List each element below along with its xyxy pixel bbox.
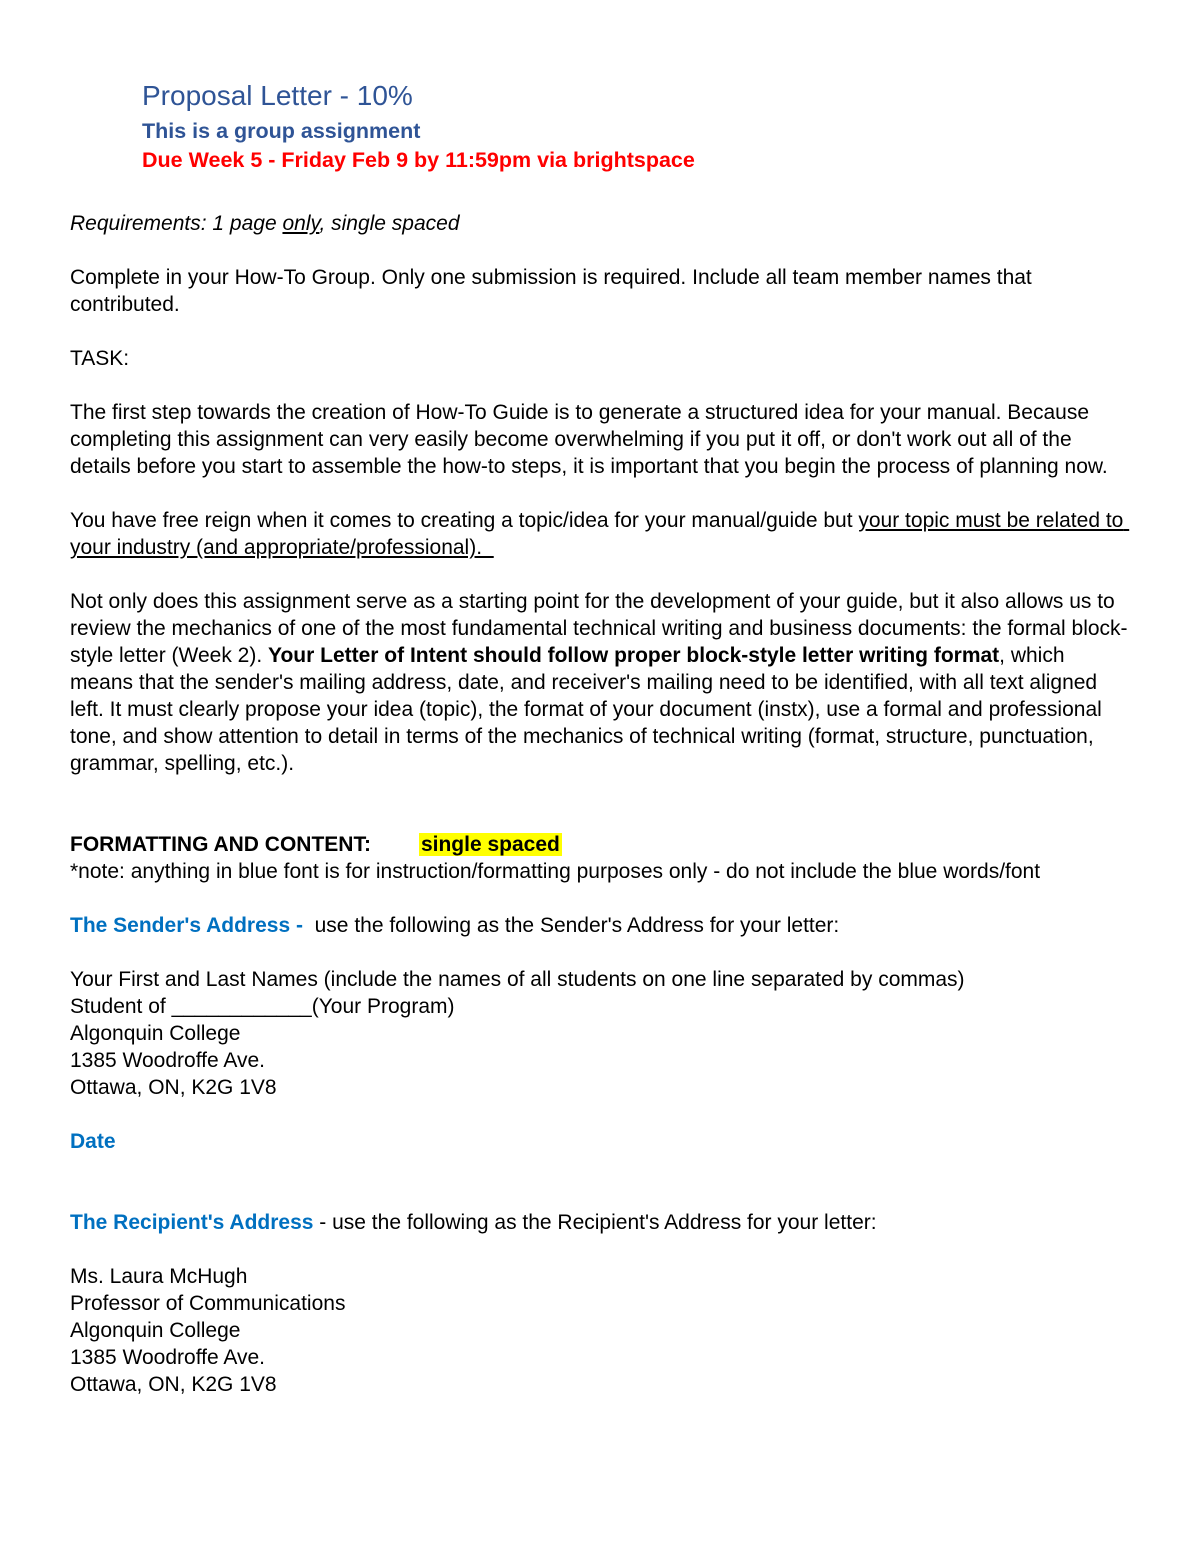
sender-instruction: use the following as the Sender's Address for your letter: [308, 914, 840, 937]
mechanics-paragraph [70, 588, 1130, 777]
topic-prefix: You have free reign when it comes to creating a topic/idea for your manual/guide but [70, 509, 859, 532]
recipient-line: Ottawa, ON, K2G 1V8 [70, 1373, 277, 1396]
sender-heading: The Sender's Address - [70, 914, 309, 937]
recipient-instruction: - use the following as the Recipient's Address for your letter: [313, 1211, 877, 1234]
task-paragraph: The first step towards the creation of How-To Guide is to generate a structured idea for your manual. Because completing this assignment can very easily become overwhelming if you put it off, or don't work out all of the details before you start to assemble the how-to steps, it is important that you begin the process of planning now. [70, 401, 1108, 478]
recipient-heading-line [70, 1209, 1130, 1236]
recipient-line: Algonquin College [70, 1319, 241, 1342]
sender-line: Ottawa, ON, K2G 1V8 [70, 1076, 277, 1099]
sender-line: Algonquin College [70, 1022, 241, 1045]
single-spaced-highlight: single spaced [420, 833, 560, 856]
sender-address [70, 966, 1130, 1101]
recipient-heading: The Recipient's Address [70, 1211, 314, 1234]
requirements-line [70, 210, 1130, 237]
title-block [70, 79, 1130, 174]
date-label: Date [70, 1130, 116, 1153]
requirements-suffix: , single spaced [319, 212, 460, 235]
sender-heading-line [70, 912, 1130, 939]
sender-line: Student of ____________(Your Program) [70, 995, 455, 1018]
task-label: TASK: [70, 347, 130, 370]
page-title: Proposal Letter - 10% [142, 80, 413, 111]
formatting-heading-line [70, 831, 1130, 858]
topic-paragraph [70, 507, 1130, 561]
recipient-line: Professor of Communications [70, 1292, 346, 1315]
mechanics-bold: Your Letter of Intent should follow proper block-style letter writing format [268, 644, 1000, 667]
mechanics-part2: , which means that the sender's mailing address, date, and receiver's mailing need to be identified, with all text aligned left. It must clearly propose your idea (topic), the format of your document (instx), use a formal and professional tone, and show attention to detail in terms of the mechanics of technical writing (format, structure, punctuation, grammar, spelling, etc.). [70, 644, 1102, 775]
requirements-prefix: Requirements: 1 page [70, 212, 283, 235]
sender-line: 1385 Woodroffe Ave. [70, 1049, 265, 1072]
due-date: Due Week 5 - Friday Feb 9 by 11:59pm via brightspace [142, 148, 695, 172]
topic-requirement: your topic must be related to your industry (and appropriate/professional). [70, 509, 1130, 559]
mechanics-part1: Not only does this assignment serve as a starting point for the development of your guide, but it also allows us to review the mechanics of one of the most fundamental technical writing and business documents: the formal block-style letter (Week 2). [70, 590, 1128, 667]
group-assignment-note: This is a group assignment [142, 119, 421, 143]
recipient-address [70, 1263, 1130, 1398]
recipient-line: 1385 Woodroffe Ave. [70, 1346, 265, 1369]
requirements-only: only [282, 212, 320, 235]
recipient-line: Ms. Laura McHugh [70, 1265, 248, 1288]
formatting-heading: FORMATTING AND CONTENT: [70, 833, 371, 856]
formatting-note: *note: anything in blue font is for instruction/formatting purposes only - do not include the blue words/font [70, 860, 1041, 883]
group-instruction: Complete in your How-To Group. Only one submission is required. Include all team member names that contributed. [70, 266, 1032, 316]
sender-line: Your First and Last Names (include the names of all students on one line separated by commas) [70, 968, 965, 991]
